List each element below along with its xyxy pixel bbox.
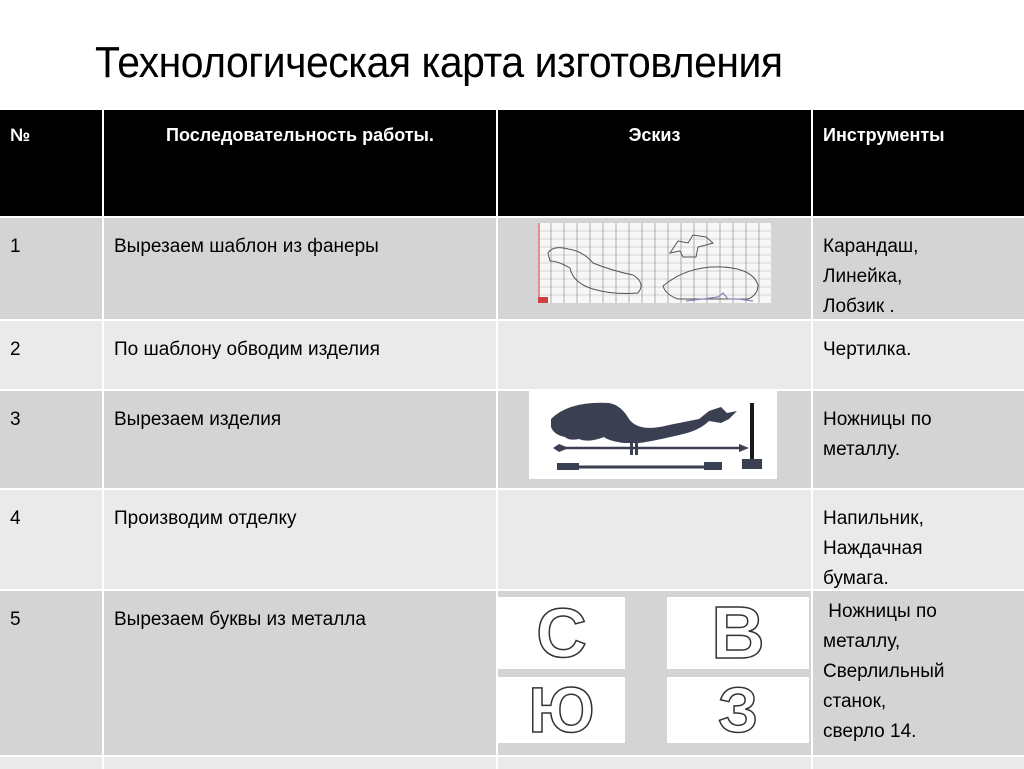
rooster-weathervane-icon [529, 391, 777, 479]
tool-item: Наждачная [823, 538, 923, 559]
tool-item: Чертилка. [823, 339, 912, 360]
row-3-sequence: Вырезаем изделия [104, 391, 496, 488]
row-6-num [0, 757, 102, 769]
row-5-tools [813, 591, 1024, 755]
tool-item: станок, [823, 691, 887, 712]
row-1-sequence: Вырезаем шаблон из фанеры [104, 218, 496, 319]
header-sketch: Эскиз [498, 110, 811, 216]
tool-item: Ножницы по [823, 409, 932, 430]
row-5-sketch [498, 591, 811, 755]
tool-item: Сверлильный [823, 661, 945, 682]
row-6-tools [813, 757, 1024, 769]
row-2-tools [813, 321, 1024, 389]
page-title: Технологическая карта изготовления [95, 38, 783, 87]
tool-item: металлу. [823, 439, 901, 460]
row-1-sketch [498, 218, 811, 319]
row-2-sketch [498, 321, 811, 389]
row-3-num: 3 [0, 391, 102, 488]
row-6-sequence [104, 757, 496, 769]
letter-tile-s [498, 594, 625, 672]
row-1-num: 1 [0, 218, 102, 319]
row-5-sequence: Вырезаем буквы из металла [104, 591, 496, 755]
tool-item: сверло 14. [823, 721, 917, 742]
row-4-sketch [498, 490, 811, 589]
tool-item: Карандаш, [823, 236, 919, 257]
row-4-num: 4 [0, 490, 102, 589]
tool-item: Линейка, [823, 266, 903, 287]
header-tools: Инструменты [813, 110, 1024, 216]
tool-item: Напильник, [823, 508, 924, 529]
tool-item: бумага. [823, 568, 889, 589]
tool-item: Лобзик . [823, 296, 895, 317]
letter-tile-yu [498, 674, 625, 746]
row-1-tools [813, 218, 1024, 319]
letter-tile-z [667, 674, 809, 746]
tool-item: Ножницы по [823, 601, 937, 622]
header-num: № [0, 110, 102, 216]
letter-s: С [536, 594, 587, 672]
row-4-tools [813, 490, 1024, 589]
tool-item: металлу, [823, 631, 901, 652]
tech-card-table [0, 110, 1024, 769]
letter-yu: Ю [528, 674, 595, 746]
row-3-sketch [498, 391, 811, 488]
row-2-num: 2 [0, 321, 102, 389]
row-3-tools [813, 391, 1024, 488]
letter-z: З [717, 674, 759, 746]
row-6-sketch [498, 757, 811, 769]
row-5-num: 5 [0, 591, 102, 755]
letter-v: В [711, 591, 765, 674]
header-sequence: Последовательность работы. [104, 110, 496, 216]
row-2-sequence: По шаблону обводим изделия [104, 321, 496, 389]
row-4-sequence: Производим отделку [104, 490, 496, 589]
letter-tile-v [667, 591, 809, 674]
template-grid-drawing-icon [538, 223, 771, 303]
